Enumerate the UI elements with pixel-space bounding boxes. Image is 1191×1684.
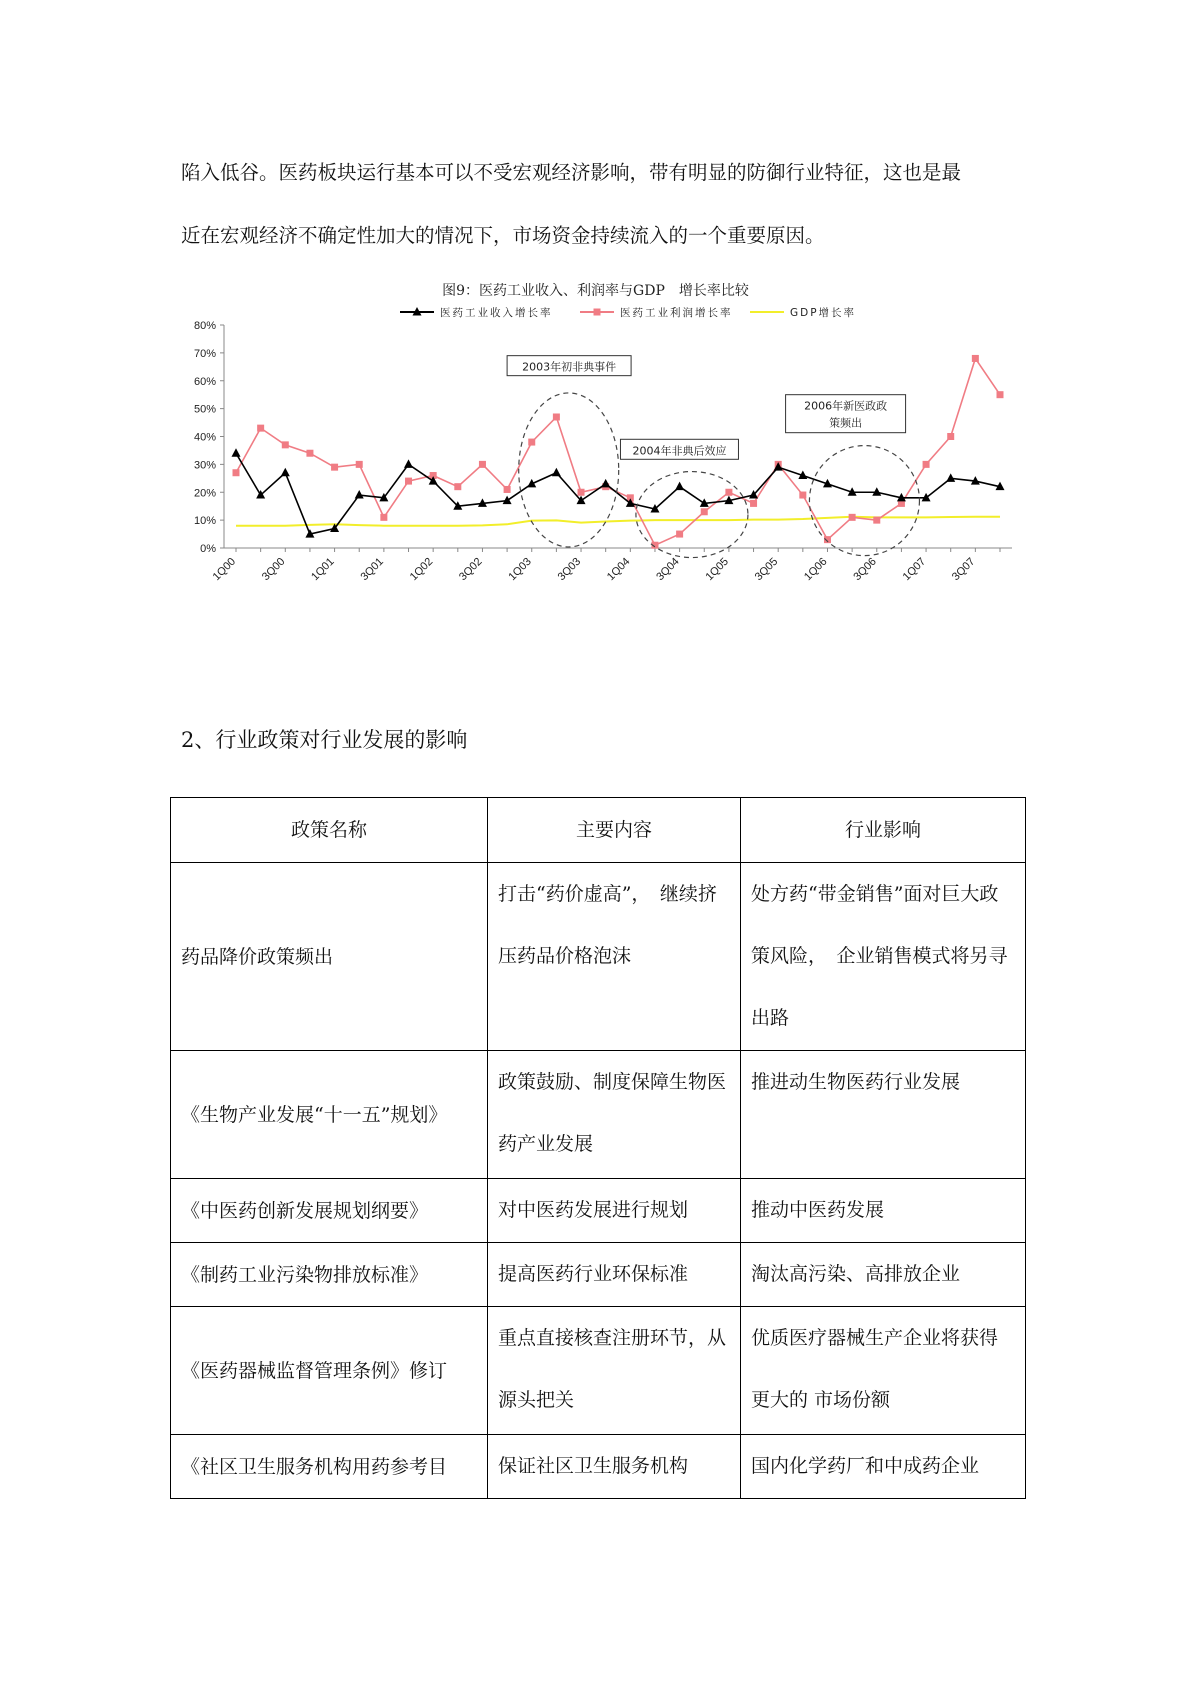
header-industry-impact: 行业影响	[741, 798, 1026, 863]
legend-label: 医药工业利润增长率	[620, 307, 733, 319]
policy-name-cell	[171, 1435, 488, 1499]
cell-text: 《社区卫生服务机构用药参考目	[181, 1455, 448, 1478]
x-tick-label: 3Q06	[851, 555, 879, 584]
profit-growth-point	[528, 439, 535, 446]
annotation-ellipse	[519, 393, 619, 547]
x-tick-label: 1Q01	[309, 555, 337, 584]
growth-rate-line-chart	[170, 303, 1020, 623]
revenue-growth-point	[404, 459, 413, 468]
series-layer	[232, 355, 1005, 549]
main-content-cell	[488, 1307, 741, 1435]
profit-growth-point	[405, 478, 412, 485]
section-heading: 2、行业政策对行业发展的影响	[181, 728, 468, 752]
industry-impact-cell	[741, 1243, 1026, 1307]
annotation-label: 策频出	[829, 416, 863, 430]
profit-growth-point	[233, 469, 240, 476]
profit-growth-point	[578, 489, 585, 496]
x-tick-label: 1Q00	[210, 555, 239, 584]
y-tick-label: 70%	[193, 347, 216, 360]
x-tick-label: 1Q03	[506, 555, 534, 584]
y-tick-label: 10%	[193, 515, 216, 528]
cell-text: 《中医药创新发展规划纲要》	[181, 1199, 429, 1222]
revenue-growth-point	[601, 479, 610, 488]
y-tick-label: 30%	[193, 459, 216, 472]
profit-growth-point	[997, 391, 1004, 398]
x-tick-label: 1Q07	[900, 555, 929, 584]
y-tick-label: 0%	[200, 543, 216, 555]
policy-table	[170, 797, 1026, 1499]
profit-growth-point	[849, 514, 856, 521]
cell-text: 优质医疗器械生产企业将获得更大的 市场份额	[751, 1327, 999, 1411]
industry-impact-cell	[741, 1435, 1026, 1499]
profit-growth-point	[380, 514, 387, 521]
profit-growth-point	[750, 500, 757, 507]
x-tick-label: 3Q00	[259, 555, 288, 584]
cell-text: 打击“药价虚高”， 继续挤压药品价格泡沫	[498, 883, 717, 967]
cell-text: 推进动生物医药行业发展	[751, 1071, 961, 1093]
profit-growth-point	[306, 450, 313, 457]
profit-growth-point	[725, 489, 732, 496]
main-content-cell	[488, 1051, 741, 1179]
x-tick-label: 3Q02	[457, 555, 485, 584]
figure-title: 图9：医药工业收入、利润率与GDP 增长率比较	[442, 283, 749, 299]
annotation-label: 2003年初非典事件	[522, 360, 617, 374]
x-tick-label: 3Q01	[358, 555, 386, 584]
x-tick-label: 1Q04	[604, 555, 633, 584]
x-tick-label: 3Q05	[752, 555, 781, 584]
x-tick-label: 3Q07	[949, 555, 978, 584]
cell-text: 提高医药行业环保标准	[498, 1263, 689, 1285]
revenue-growth-point	[552, 468, 561, 477]
header-policy-name: 政策名称	[171, 798, 488, 863]
header-main-content: 主要内容	[488, 798, 741, 863]
cell-text: 《生物产业发展“十一五”规划》	[181, 1103, 448, 1126]
revenue-growth-point	[232, 448, 241, 457]
series-line-2	[236, 517, 1000, 526]
cell-text: 处方药“带金销售”面对巨大政策风险， 企业销售模式将另寻出路	[751, 883, 1008, 1029]
table-row	[171, 863, 1026, 1051]
table-row	[171, 1243, 1026, 1307]
cell-text: 淘汰高污染、高排放企业	[751, 1263, 961, 1285]
y-tick-label: 40%	[193, 431, 216, 444]
y-tick-label: 50%	[193, 403, 216, 416]
profit-growth-point	[331, 464, 338, 471]
revenue-growth-point	[355, 490, 364, 499]
paragraph-line-2: 近在宏观经济不确定性加大的情况下，市场资金持续流入的一个重要原因。	[181, 224, 825, 247]
profit-growth-point	[454, 483, 461, 490]
industry-impact-cell	[741, 1307, 1026, 1435]
x-tick-label: 1Q02	[407, 555, 436, 584]
profit-growth-point	[553, 413, 560, 420]
profit-growth-point	[923, 461, 930, 468]
policy-name-cell	[171, 1051, 488, 1179]
legend-label: 医药工业收入增长率	[440, 307, 553, 319]
profit-growth-point	[701, 508, 708, 515]
cell-text: 重点直接核查注册环节，从源头把关	[498, 1327, 727, 1411]
main-content-cell	[488, 1243, 741, 1307]
cell-text: 保证社区卫生服务机构	[498, 1455, 689, 1477]
cell-text: 药品降价政策频出	[181, 945, 334, 968]
cell-text: 推动中医药发展	[751, 1199, 885, 1221]
profit-growth-point	[676, 531, 683, 538]
table-row	[171, 1435, 1026, 1499]
cell-text: 《制药工业污染物排放标准》	[181, 1263, 429, 1286]
profit-growth-point	[873, 517, 880, 524]
table-header-row	[171, 798, 1026, 863]
y-axis	[194, 320, 224, 555]
profit-growth-point	[947, 433, 954, 440]
industry-impact-cell	[741, 863, 1026, 1051]
legend-marker	[594, 309, 601, 316]
profit-growth-point	[282, 441, 289, 448]
x-tick-label: 1Q05	[703, 555, 732, 584]
y-tick-label: 20%	[193, 487, 216, 500]
chart-legend	[400, 306, 856, 319]
revenue-growth-point	[675, 482, 684, 491]
paragraph-line-1: 陷入低谷。医药板块运行基本可以不受宏观经济影响，带有明显的防御行业特征，这也是最	[181, 161, 962, 184]
profit-growth-point	[972, 355, 979, 362]
main-content-cell	[488, 1435, 741, 1499]
main-content-cell	[488, 863, 741, 1051]
x-tick-label: 3Q03	[555, 555, 584, 584]
table-row	[171, 1051, 1026, 1179]
table-row	[171, 1307, 1026, 1435]
profit-growth-point	[356, 461, 363, 468]
profit-growth-point	[479, 461, 486, 468]
industry-impact-cell	[741, 1051, 1026, 1179]
revenue-growth-point	[503, 496, 512, 505]
y-tick-label: 80%	[193, 320, 216, 332]
cell-text: 政策鼓励、制度保障生物医药产业发展	[498, 1071, 727, 1155]
x-axis	[211, 548, 1012, 583]
policy-name-cell	[171, 1243, 488, 1307]
cell-text: 《医药器械监督管理条例》修订	[181, 1359, 448, 1382]
policy-name-cell	[171, 1179, 488, 1243]
cell-text: 国内化学药厂和中成药企业	[751, 1455, 980, 1477]
legend-label: GDP增长率	[790, 307, 857, 319]
policy-name-cell	[171, 1307, 488, 1435]
annotation-label: 2004年非典后效应	[632, 444, 727, 458]
x-tick-label: 3Q04	[654, 555, 682, 584]
y-tick-label: 60%	[193, 375, 216, 388]
annotation-ellipse	[636, 472, 748, 558]
cell-text: 对中医药发展进行规划	[498, 1199, 689, 1221]
x-tick-label: 1Q06	[802, 555, 830, 584]
profit-growth-point	[504, 486, 511, 493]
main-content-cell	[488, 1179, 741, 1243]
industry-impact-cell	[741, 1179, 1026, 1243]
profit-growth-point	[799, 492, 806, 499]
annotation-label: 2006年新医政政	[804, 399, 888, 413]
revenue-growth-point	[281, 468, 290, 477]
profit-growth-point	[257, 425, 264, 432]
policy-name-cell	[171, 863, 488, 1051]
revenue-growth-point	[946, 473, 955, 482]
table-row	[171, 1179, 1026, 1243]
